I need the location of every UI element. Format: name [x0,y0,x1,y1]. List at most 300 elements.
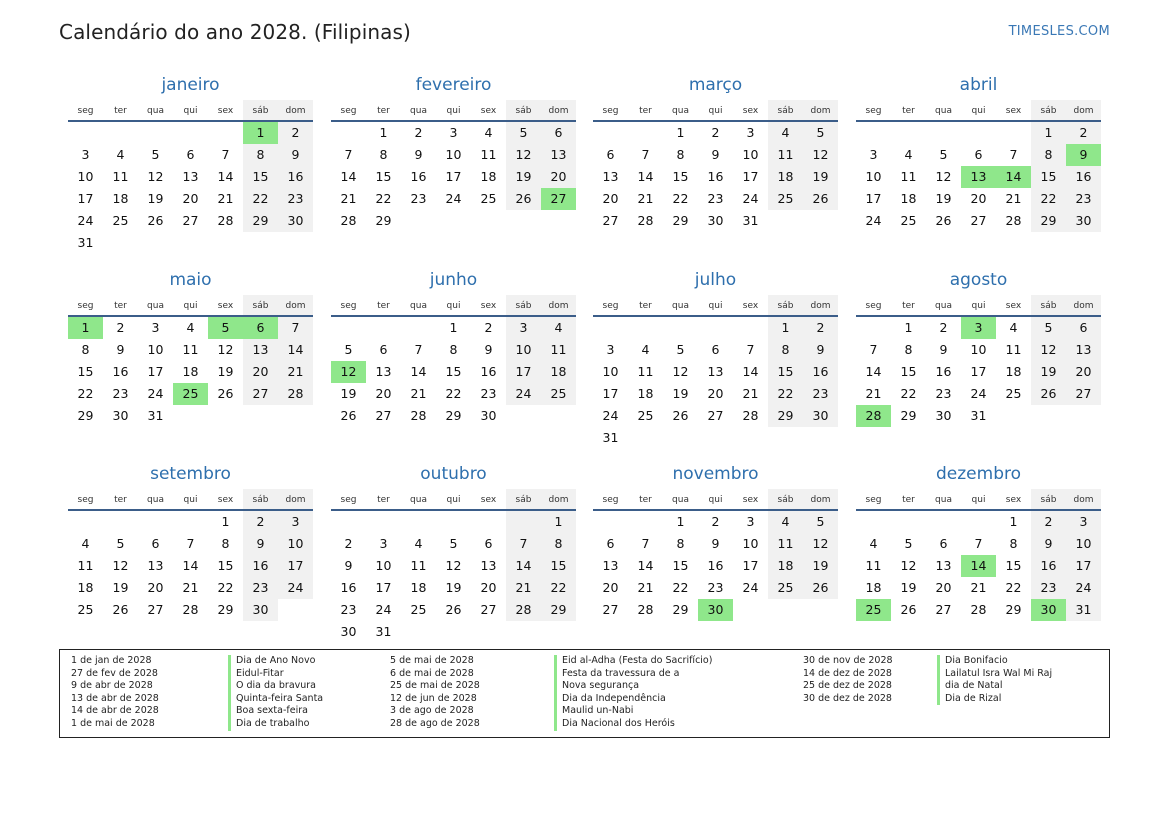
day-cell[interactable]: 3 [379,536,388,551]
day-cell[interactable]: 16 [243,555,278,577]
day-cell[interactable]: 5 [449,536,458,551]
day-cell[interactable]: 18 [541,361,576,383]
day-cell[interactable]: 15 [900,364,917,379]
day-cell[interactable]: 17 [865,191,882,206]
day-cell[interactable]: 9 [1066,144,1101,166]
day-cell[interactable]: 4 [414,536,423,551]
day-cell[interactable]: 19 [803,555,838,577]
day-cell[interactable]: 5 [344,342,353,357]
day-cell[interactable]: 9 [116,342,125,357]
day-cell[interactable]: 8 [81,342,90,357]
day-cell[interactable]: 12 [506,144,541,166]
day-cell[interactable]: 12 [147,169,164,184]
day-cell[interactable]: 15 [768,361,803,383]
day-cell[interactable]: 26 [506,188,541,210]
day-cell[interactable]: 23 [278,188,313,210]
day-cell[interactable]: 19 [900,580,917,595]
day-cell[interactable]: 20 [375,386,392,401]
day-cell[interactable]: 6 [379,342,388,357]
day-cell[interactable]: 8 [221,536,230,551]
day-cell[interactable]: 19 [112,580,129,595]
day-cell[interactable]: 14 [637,169,654,184]
day-cell[interactable]: 23 [707,191,724,206]
day-cell[interactable]: 3 [746,514,755,529]
day-cell[interactable]: 18 [768,166,803,188]
day-cell[interactable]: 19 [217,364,234,379]
day-cell[interactable]: 7 [1009,147,1018,162]
day-cell[interactable]: 14 [961,555,996,577]
day-cell[interactable]: 10 [742,536,759,551]
day-cell[interactable]: 28 [742,408,759,423]
day-cell[interactable]: 10 [506,339,541,361]
day-cell[interactable]: 31 [970,408,987,423]
day-cell[interactable]: 11 [480,147,497,162]
day-cell[interactable]: 8 [379,147,388,162]
day-cell[interactable]: 5 [676,342,685,357]
day-cell[interactable]: 13 [147,558,164,573]
day-cell[interactable]: 9 [711,147,720,162]
day-cell[interactable]: 3 [506,317,541,339]
day-cell[interactable]: 22 [375,191,392,206]
day-cell[interactable]: 17 [742,558,759,573]
day-cell[interactable]: 17 [278,555,313,577]
day-cell[interactable]: 25 [637,408,654,423]
day-cell[interactable]: 13 [602,169,619,184]
day-cell[interactable]: 6 [606,147,615,162]
day-cell[interactable]: 16 [480,364,497,379]
day-cell[interactable]: 9 [278,144,313,166]
day-cell[interactable]: 24 [445,191,462,206]
day-cell[interactable]: 31 [602,430,619,445]
day-cell[interactable]: 28 [856,405,891,427]
day-cell[interactable]: 26 [900,602,917,617]
day-cell[interactable]: 14 [865,364,882,379]
day-cell[interactable]: 17 [742,169,759,184]
day-cell[interactable]: 7 [506,533,541,555]
day-cell[interactable]: 12 [1031,339,1066,361]
day-cell[interactable]: 12 [445,558,462,573]
day-cell[interactable]: 17 [445,169,462,184]
day-cell[interactable]: 21 [1005,191,1022,206]
day-cell[interactable]: 20 [147,580,164,595]
day-cell[interactable]: 20 [243,361,278,383]
day-cell[interactable]: 28 [637,602,654,617]
day-cell[interactable]: 17 [970,364,987,379]
day-cell[interactable]: 25 [900,213,917,228]
day-cell[interactable]: 8 [768,339,803,361]
day-cell[interactable]: 1 [541,511,576,533]
day-cell[interactable]: 30 [1031,599,1066,621]
day-cell[interactable]: 11 [77,558,94,573]
day-cell[interactable]: 31 [1066,599,1101,621]
day-cell[interactable]: 7 [746,342,755,357]
day-cell[interactable]: 16 [935,364,952,379]
day-cell[interactable]: 15 [1031,166,1066,188]
day-cell[interactable]: 15 [77,364,94,379]
day-cell[interactable]: 24 [147,386,164,401]
day-cell[interactable]: 14 [340,169,357,184]
day-cell[interactable]: 19 [1031,361,1066,383]
day-cell[interactable]: 15 [1005,558,1022,573]
day-cell[interactable]: 24 [506,383,541,405]
day-cell[interactable]: 10 [602,364,619,379]
day-cell[interactable]: 22 [672,580,689,595]
day-cell[interactable]: 26 [803,577,838,599]
day-cell[interactable]: 2 [344,536,353,551]
day-cell[interactable]: 19 [506,166,541,188]
day-cell[interactable]: 13 [961,166,996,188]
day-cell[interactable]: 23 [340,602,357,617]
day-cell[interactable]: 13 [375,364,392,379]
day-cell[interactable]: 31 [742,213,759,228]
day-cell[interactable]: 8 [449,342,458,357]
day-cell[interactable]: 6 [974,147,983,162]
day-cell[interactable]: 6 [606,536,615,551]
day-cell[interactable]: 11 [112,169,129,184]
day-cell[interactable]: 22 [541,577,576,599]
day-cell[interactable]: 21 [182,580,199,595]
day-cell[interactable]: 12 [331,361,366,383]
day-cell[interactable]: 27 [480,602,497,617]
day-cell[interactable]: 30 [278,210,313,232]
day-cell[interactable]: 16 [340,580,357,595]
day-cell[interactable]: 29 [672,213,689,228]
day-cell[interactable]: 2 [939,320,948,335]
day-cell[interactable]: 11 [768,533,803,555]
day-cell[interactable]: 22 [900,386,917,401]
day-cell[interactable]: 15 [445,364,462,379]
day-cell[interactable]: 21 [506,577,541,599]
day-cell[interactable]: 23 [803,383,838,405]
day-cell[interactable]: 5 [116,536,125,551]
day-cell[interactable]: 2 [803,317,838,339]
day-cell[interactable]: 23 [1031,577,1066,599]
day-cell[interactable]: 21 [410,386,427,401]
day-cell[interactable]: 3 [151,320,160,335]
day-cell[interactable]: 7 [221,147,230,162]
day-cell[interactable]: 24 [602,408,619,423]
day-cell[interactable]: 4 [186,320,195,335]
day-cell[interactable]: 30 [698,599,733,621]
day-cell[interactable]: 25 [856,599,891,621]
day-cell[interactable]: 2 [484,320,493,335]
day-cell[interactable]: 31 [147,408,164,423]
day-cell[interactable]: 3 [81,147,90,162]
day-cell[interactable]: 19 [147,191,164,206]
day-cell[interactable]: 13 [1066,339,1101,361]
day-cell[interactable]: 9 [484,342,493,357]
day-cell[interactable]: 10 [278,533,313,555]
day-cell[interactable]: 4 [116,147,125,162]
day-cell[interactable]: 29 [243,210,278,232]
day-cell[interactable]: 20 [480,580,497,595]
day-cell[interactable]: 15 [375,169,392,184]
day-cell[interactable]: 20 [602,580,619,595]
day-cell[interactable]: 13 [243,339,278,361]
day-cell[interactable]: 3 [278,511,313,533]
day-cell[interactable]: 26 [217,386,234,401]
day-cell[interactable]: 18 [900,191,917,206]
day-cell[interactable]: 1 [904,320,913,335]
day-cell[interactable]: 6 [243,317,278,339]
day-cell[interactable]: 2 [711,514,720,529]
day-cell[interactable]: 17 [602,386,619,401]
day-cell[interactable]: 23 [1066,188,1101,210]
day-cell[interactable]: 26 [672,408,689,423]
day-cell[interactable]: 3 [606,342,615,357]
day-cell[interactable]: 1 [449,320,458,335]
day-cell[interactable]: 9 [1031,533,1066,555]
day-cell[interactable]: 4 [904,147,913,162]
day-cell[interactable]: 1 [68,317,103,339]
day-cell[interactable]: 1 [676,125,685,140]
day-cell[interactable]: 11 [182,342,199,357]
day-cell[interactable]: 27 [147,602,164,617]
day-cell[interactable]: 18 [182,364,199,379]
day-cell[interactable]: 8 [541,533,576,555]
day-cell[interactable]: 22 [445,386,462,401]
day-cell[interactable]: 14 [278,339,313,361]
day-cell[interactable]: 30 [480,408,497,423]
day-cell[interactable]: 23 [410,191,427,206]
day-cell[interactable]: 25 [541,383,576,405]
day-cell[interactable]: 28 [637,213,654,228]
day-cell[interactable]: 7 [974,536,983,551]
day-cell[interactable]: 29 [77,408,94,423]
day-cell[interactable]: 19 [803,166,838,188]
day-cell[interactable]: 21 [340,191,357,206]
day-cell[interactable]: 12 [672,364,689,379]
day-cell[interactable]: 4 [541,317,576,339]
day-cell[interactable]: 19 [445,580,462,595]
day-cell[interactable]: 7 [278,317,313,339]
day-cell[interactable]: 21 [278,361,313,383]
day-cell[interactable]: 1 [768,317,803,339]
day-cell[interactable]: 18 [637,386,654,401]
day-cell[interactable]: 15 [243,166,278,188]
day-cell[interactable]: 21 [637,191,654,206]
day-cell[interactable]: 8 [1031,144,1066,166]
day-cell[interactable]: 7 [641,147,650,162]
day-cell[interactable]: 9 [243,533,278,555]
day-cell[interactable]: 26 [935,213,952,228]
day-cell[interactable]: 27 [182,213,199,228]
day-cell[interactable]: 4 [484,125,493,140]
day-cell[interactable]: 11 [1005,342,1022,357]
day-cell[interactable]: 9 [711,536,720,551]
day-cell[interactable]: 26 [340,408,357,423]
day-cell[interactable]: 20 [602,191,619,206]
day-cell[interactable]: 27 [541,188,576,210]
day-cell[interactable]: 1 [243,122,278,144]
day-cell[interactable]: 1 [1031,122,1066,144]
day-cell[interactable]: 9 [939,342,948,357]
day-cell[interactable]: 10 [445,147,462,162]
day-cell[interactable]: 20 [935,580,952,595]
day-cell[interactable]: 25 [1005,386,1022,401]
day-cell[interactable]: 21 [865,386,882,401]
day-cell[interactable]: 12 [803,144,838,166]
day-cell[interactable]: 29 [672,602,689,617]
day-cell[interactable]: 28 [1005,213,1022,228]
day-cell[interactable]: 22 [1005,580,1022,595]
day-cell[interactable]: 6 [1066,317,1101,339]
day-cell[interactable]: 17 [147,364,164,379]
day-cell[interactable]: 14 [182,558,199,573]
day-cell[interactable]: 24 [278,577,313,599]
day-cell[interactable]: 23 [243,577,278,599]
day-cell[interactable]: 25 [768,577,803,599]
day-cell[interactable]: 11 [410,558,427,573]
day-cell[interactable]: 16 [1066,166,1101,188]
day-cell[interactable]: 25 [112,213,129,228]
day-cell[interactable]: 3 [746,125,755,140]
day-cell[interactable]: 18 [77,580,94,595]
day-cell[interactable]: 12 [217,342,234,357]
day-cell[interactable]: 2 [116,320,125,335]
day-cell[interactable]: 3 [1066,511,1101,533]
day-cell[interactable]: 21 [217,191,234,206]
day-cell[interactable]: 29 [375,213,392,228]
day-cell[interactable]: 30 [340,624,357,639]
day-cell[interactable]: 11 [900,169,917,184]
day-cell[interactable]: 19 [672,386,689,401]
day-cell[interactable]: 15 [672,558,689,573]
day-cell[interactable]: 26 [803,188,838,210]
day-cell[interactable]: 1 [379,125,388,140]
day-cell[interactable]: 22 [243,188,278,210]
day-cell[interactable]: 11 [637,364,654,379]
day-cell[interactable]: 13 [707,364,724,379]
day-cell[interactable]: 21 [742,386,759,401]
day-cell[interactable]: 5 [151,147,160,162]
day-cell[interactable]: 12 [935,169,952,184]
day-cell[interactable]: 1 [221,514,230,529]
day-cell[interactable]: 29 [541,599,576,621]
day-cell[interactable]: 29 [900,408,917,423]
day-cell[interactable]: 5 [1031,317,1066,339]
day-cell[interactable]: 9 [344,558,353,573]
day-cell[interactable]: 7 [344,147,353,162]
day-cell[interactable]: 26 [1031,383,1066,405]
day-cell[interactable]: 31 [77,235,94,250]
day-cell[interactable]: 14 [410,364,427,379]
brand-link[interactable]: TIMESLES.COM [1008,24,1110,39]
day-cell[interactable]: 8 [243,144,278,166]
day-cell[interactable]: 20 [970,191,987,206]
day-cell[interactable]: 29 [768,405,803,427]
day-cell[interactable]: 5 [803,122,838,144]
day-cell[interactable]: 7 [641,536,650,551]
day-cell[interactable]: 24 [375,602,392,617]
day-cell[interactable]: 7 [869,342,878,357]
day-cell[interactable]: 6 [484,536,493,551]
day-cell[interactable]: 23 [112,386,129,401]
day-cell[interactable]: 15 [217,558,234,573]
day-cell[interactable]: 27 [970,213,987,228]
day-cell[interactable]: 2 [711,125,720,140]
day-cell[interactable]: 15 [672,169,689,184]
day-cell[interactable]: 14 [217,169,234,184]
day-cell[interactable]: 27 [707,408,724,423]
day-cell[interactable]: 12 [803,533,838,555]
day-cell[interactable]: 28 [410,408,427,423]
day-cell[interactable]: 2 [278,122,313,144]
day-cell[interactable]: 2 [1066,122,1101,144]
day-cell[interactable]: 6 [186,147,195,162]
day-cell[interactable]: 20 [182,191,199,206]
day-cell[interactable]: 24 [77,213,94,228]
day-cell[interactable]: 19 [340,386,357,401]
day-cell[interactable]: 4 [81,536,90,551]
day-cell[interactable]: 11 [768,144,803,166]
day-cell[interactable]: 16 [707,558,724,573]
day-cell[interactable]: 16 [278,166,313,188]
day-cell[interactable]: 26 [445,602,462,617]
day-cell[interactable]: 22 [217,580,234,595]
day-cell[interactable]: 13 [480,558,497,573]
day-cell[interactable]: 8 [904,342,913,357]
day-cell[interactable]: 24 [970,386,987,401]
day-cell[interactable]: 29 [445,408,462,423]
day-cell[interactable]: 8 [1009,536,1018,551]
day-cell[interactable]: 19 [935,191,952,206]
day-cell[interactable]: 25 [410,602,427,617]
day-cell[interactable]: 9 [803,339,838,361]
day-cell[interactable]: 18 [410,580,427,595]
day-cell[interactable]: 14 [996,166,1031,188]
day-cell[interactable]: 6 [939,536,948,551]
day-cell[interactable]: 30 [803,405,838,427]
day-cell[interactable]: 17 [375,580,392,595]
day-cell[interactable]: 27 [935,602,952,617]
day-cell[interactable]: 4 [768,511,803,533]
day-cell[interactable]: 13 [602,558,619,573]
day-cell[interactable]: 16 [410,169,427,184]
day-cell[interactable]: 8 [676,147,685,162]
day-cell[interactable]: 2 [414,125,423,140]
day-cell[interactable]: 4 [768,122,803,144]
day-cell[interactable]: 4 [869,536,878,551]
day-cell[interactable]: 1 [676,514,685,529]
day-cell[interactable]: 22 [77,386,94,401]
day-cell[interactable]: 9 [414,147,423,162]
day-cell[interactable]: 26 [112,602,129,617]
day-cell[interactable]: 12 [900,558,917,573]
day-cell[interactable]: 6 [711,342,720,357]
day-cell[interactable]: 26 [147,213,164,228]
day-cell[interactable]: 4 [641,342,650,357]
day-cell[interactable]: 20 [707,386,724,401]
day-cell[interactable]: 10 [147,342,164,357]
day-cell[interactable]: 10 [1066,533,1101,555]
day-cell[interactable]: 31 [375,624,392,639]
day-cell[interactable]: 3 [869,147,878,162]
day-cell[interactable]: 12 [112,558,129,573]
day-cell[interactable]: 5 [506,122,541,144]
day-cell[interactable]: 28 [182,602,199,617]
day-cell[interactable]: 10 [970,342,987,357]
day-cell[interactable]: 3 [449,125,458,140]
day-cell[interactable]: 23 [480,386,497,401]
day-cell[interactable]: 16 [112,364,129,379]
day-cell[interactable]: 7 [414,342,423,357]
day-cell[interactable]: 24 [742,191,759,206]
day-cell[interactable]: 27 [243,383,278,405]
day-cell[interactable]: 30 [112,408,129,423]
day-cell[interactable]: 30 [1066,210,1101,232]
day-cell[interactable]: 21 [637,580,654,595]
